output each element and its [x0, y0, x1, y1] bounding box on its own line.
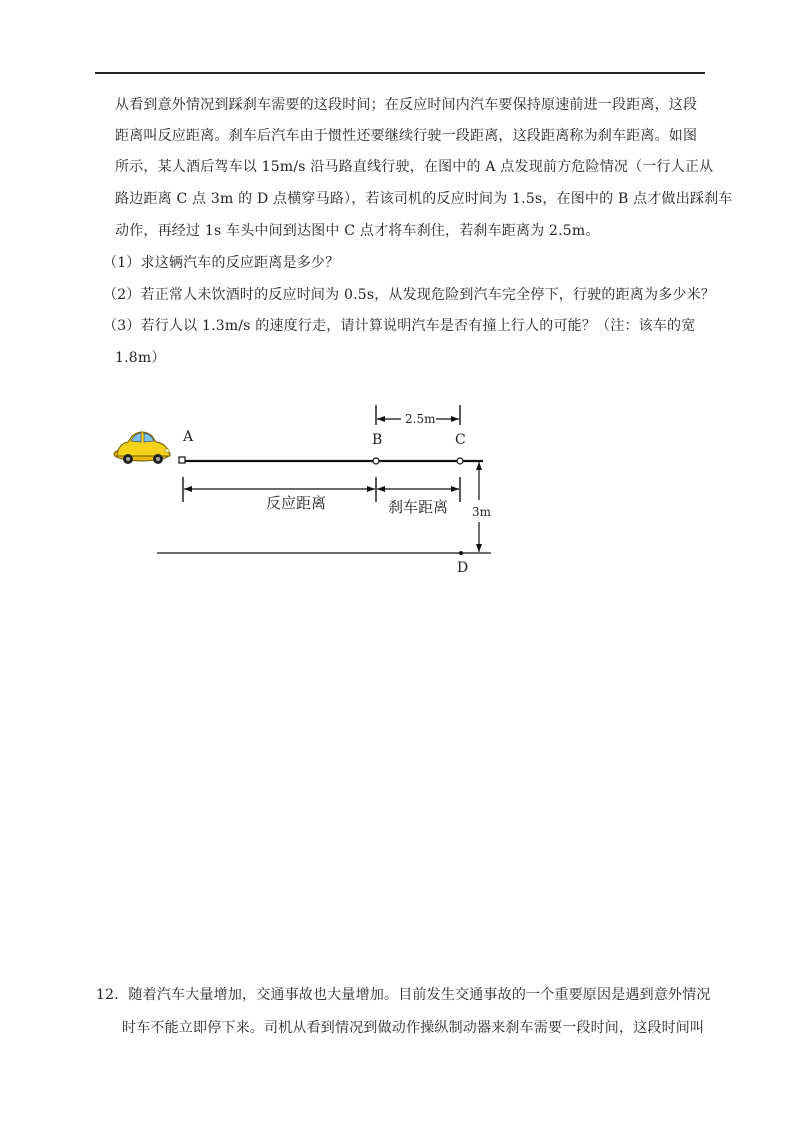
braking-distance-label: 刹车距离 [388, 498, 449, 516]
next-problem-line-1: 12．随着汽车大量增加，交通事故也大量增加。目前发生交通事故的一个重要原因是遇到意外情况 [96, 987, 711, 1003]
point-c-marker [457, 458, 463, 464]
question-1: （1）求这辆汽车的反应距离是多少？ [103, 255, 340, 271]
label-c: C [455, 432, 466, 448]
braking-length-label: 2.5m [405, 412, 436, 426]
next-problem-line-2: 时车不能立即停下来。司机从看到情况到做动作操纵制动器来刹车需要一段时间，这段时间叫 [122, 1020, 705, 1036]
car-icon [114, 432, 170, 464]
problem-line-4: 路边距离 C 点 3m 的 D 点横穿马路），若该司机的反应时间为 1.5s，在图中的 B 点才做出踩刹车 [115, 191, 733, 207]
label-a: A [183, 429, 194, 445]
label-b: B [372, 432, 383, 448]
label-d: D [457, 560, 469, 576]
question-2: （2）若正常人未饮酒时的反应时间为 0.5s，从发现危险到汽车完全停下，行驶的距离为多少米？ [103, 287, 716, 303]
problem-line-2: 距离叫反应距离。刹车后汽车由于惯性还要继续行驶一段距离，这段距离称为刹车距离。如图 [115, 128, 698, 144]
question-3-line-2: 1.8m） [115, 350, 166, 366]
point-b-marker [373, 458, 379, 464]
question-3-line-1: （3）若行人以 1.3m/s 的速度行走，请计算说明汽车是否有撞上行人的可能？（注：该车的宽 [103, 318, 696, 334]
point-d-marker [459, 551, 463, 555]
problem-line-1: 从看到意外情况到踩刹车需要的这段时间；在反应时间内汽车要保持原速前进一段距离，这段 [115, 97, 698, 113]
problem-line-3: 所示，某人酒后驾车以 15m/s 沿马路直线行驶，在图中的 A 点发现前方危险情况（一行人正从 [115, 159, 714, 175]
reaction-distance-label: 反应距离 [266, 494, 327, 512]
lateral-length-label: 3m [472, 505, 492, 519]
point-a-marker [179, 457, 185, 463]
problem-line-5: 动作，再经过 1s 车头中间到达图中 C 点才将车刹住，若刹车距离为 2.5m。 [115, 223, 600, 239]
